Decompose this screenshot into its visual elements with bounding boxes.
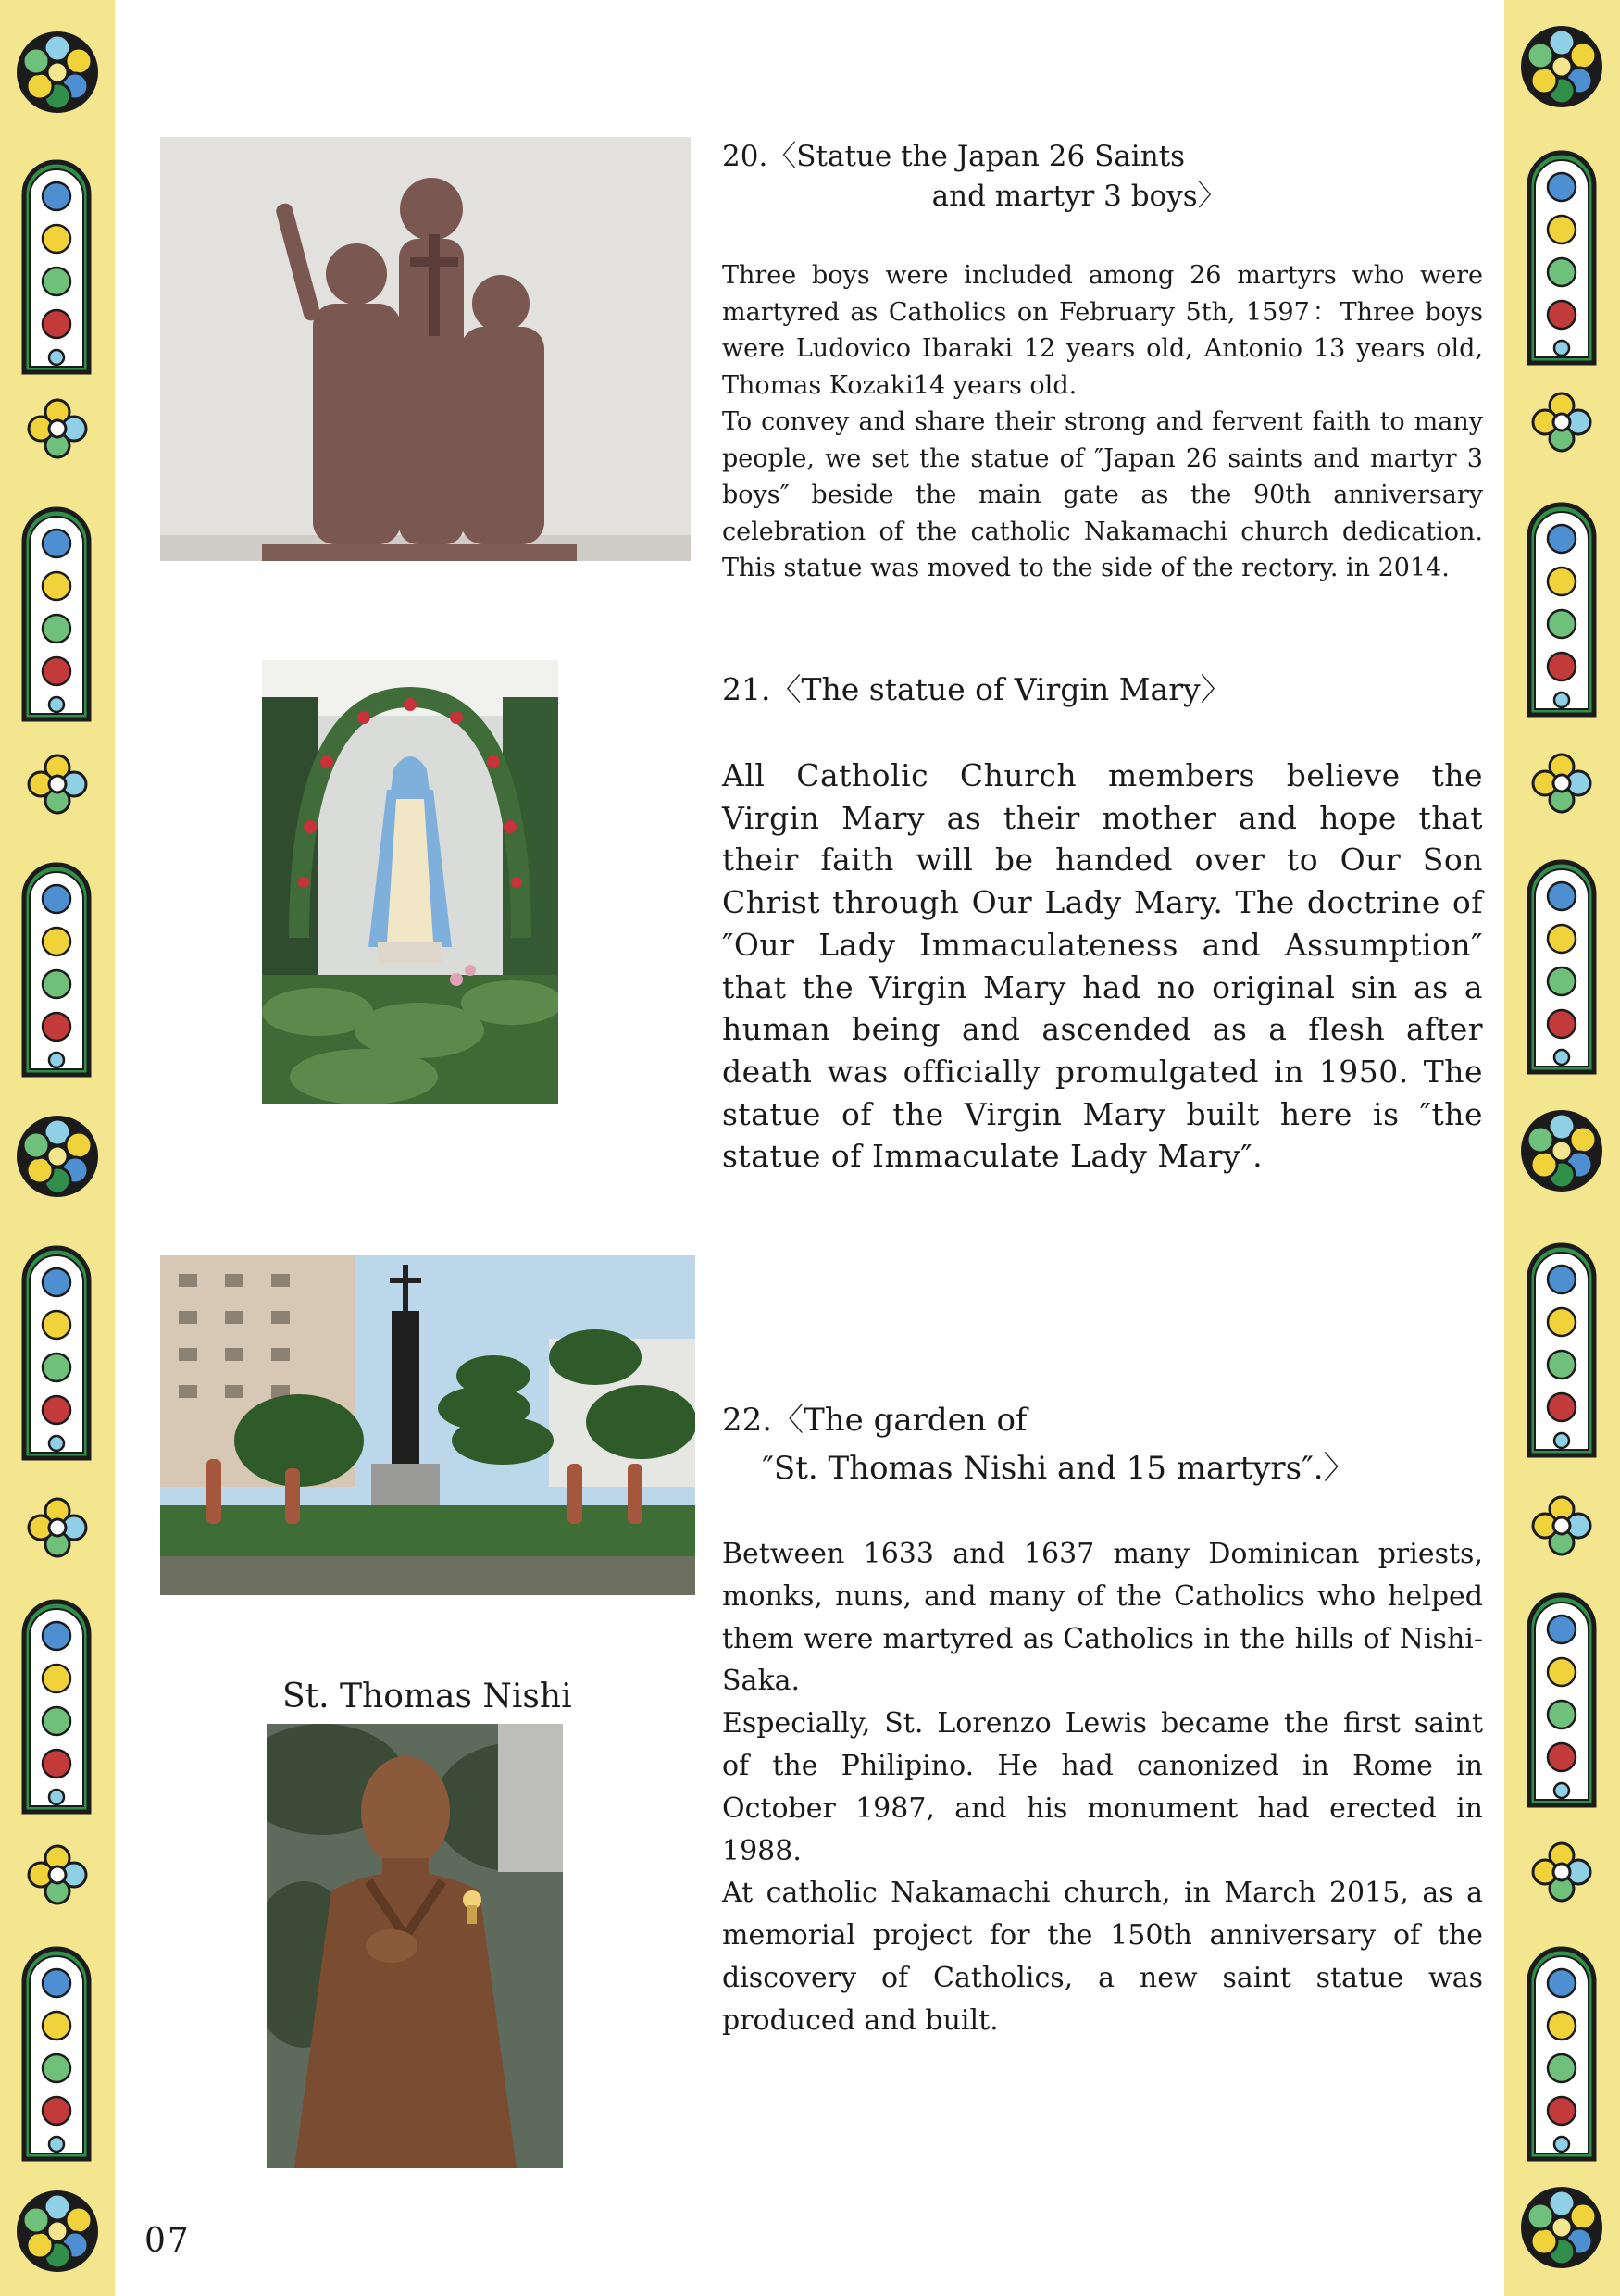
stained-glass-arch-window-icon	[1526, 148, 1598, 367]
stained-glass-arch-window-icon	[1526, 1944, 1598, 2163]
right-decorative-border	[1504, 0, 1620, 2296]
small-rosette-icon	[24, 1841, 91, 1908]
small-rosette-icon	[24, 395, 91, 462]
stained-glass-rosette-icon	[13, 2187, 102, 2276]
small-rosette-icon	[1528, 1839, 1595, 1905]
section-20-body	[722, 257, 1483, 587]
stained-glass-arch-window-icon	[20, 1243, 93, 1462]
section-22-paragraph: Especially, St. Lorenzo Lewis became the first saint of the Philipino. He had canonized in Rome in October 1987, and his monument had erected in 1988.	[722, 1707, 1483, 1867]
photo-st-thomas-nishi-statue	[267, 1724, 563, 2168]
stained-glass-rosette-icon	[13, 28, 102, 117]
stained-glass-arch-window-icon	[1526, 1591, 1598, 1809]
section-22-paragraph: At catholic Nakamachi church, in March 2015, as a memorial project for the 150th anniversary of the discovery of Catholics, a new saint statue was produced and built.	[722, 1877, 1483, 2037]
section-22-title	[722, 1396, 1355, 1492]
section-20-paragraph: To convey and share their strong and fervent faith to many people, we set the statue of ″Japan 26 saints and martyr 3 boys″ beside the main gate as the 90th anniversary celebration of the catholic Nakamachi church dedication. This statue was moved to the side of the rectory. in 2014.	[722, 407, 1483, 582]
stained-glass-rosette-icon	[1517, 2183, 1606, 2272]
section-22-title-line2: ″St. Thomas Nishi and 15 martyrs″.〉	[722, 1450, 1355, 1487]
stained-glass-arch-window-icon	[20, 1597, 93, 1816]
small-rosette-icon	[24, 1494, 91, 1561]
section-21-title	[722, 668, 1231, 711]
small-rosette-icon	[1528, 389, 1595, 455]
section-20-title	[722, 137, 1227, 217]
section-22-body	[722, 1533, 1483, 2042]
small-rosette-icon	[24, 751, 91, 817]
stained-glass-rosette-icon	[1517, 22, 1606, 111]
photo-26-saints-statue	[160, 137, 691, 561]
section-20-paragraph: Three boys were included among 26 martyrs who were martyred as Catholics on February 5th, 1597：Three boys were Ludovico Ibaraki 12 years old, Antonio 13 years old, Thomas Kozaki14 years old.	[722, 261, 1483, 400]
stained-glass-arch-window-icon	[20, 860, 93, 1079]
section-21-paragraph: All Catholic Church members believe the Virgin Mary as their mother and hope that their faith will be handed over to Our Son Christ through Our Lady Mary. The doctrine of ″Our Lady Immaculateness and Assumption″ that the Virgin Mary had no original sin as a human being and ascended as a flesh after death was officially promulgated in 1950. The statue of the Virgin Mary built here is ″the statue of Immaculate Lady Mary″.	[722, 757, 1483, 1175]
section-20-title-line2: and martyr 3 boys〉	[722, 180, 1227, 213]
stained-glass-rosette-icon	[13, 1112, 102, 1201]
section-21-body	[722, 755, 1483, 1178]
section-22-paragraph: Between 1633 and 1637 many Dominican priests, monks, nuns, and many of the Catholics who helped them were martyred as Catholics in the hills of Nishi-Saka.	[722, 1538, 1483, 1698]
small-rosette-icon	[1528, 750, 1595, 817]
stained-glass-arch-window-icon	[20, 505, 93, 723]
section-20-title-line1: 20.〈Statue the Japan 26 Saints	[722, 140, 1186, 173]
photo-virgin-mary-statue	[262, 660, 558, 1104]
stained-glass-arch-window-icon	[20, 1944, 93, 2163]
stained-glass-arch-window-icon	[1526, 500, 1598, 718]
stained-glass-arch-window-icon	[20, 157, 93, 376]
photo-martyrs-garden	[160, 1255, 695, 1595]
stained-glass-rosette-icon	[1517, 1106, 1606, 1195]
caption-st-thomas-nishi: St. Thomas Nishi	[282, 1678, 572, 1716]
section-21-title-line1: 21.〈The statue of Virgin Mary〉	[722, 671, 1231, 707]
stained-glass-arch-window-icon	[1526, 857, 1598, 1076]
left-decorative-border	[0, 0, 115, 2296]
small-rosette-icon	[1528, 1492, 1595, 1559]
stained-glass-arch-window-icon	[1526, 1241, 1598, 1459]
page-number: 07	[144, 2222, 191, 2260]
section-22-title-line1: 22.〈The garden of	[722, 1402, 1028, 1439]
